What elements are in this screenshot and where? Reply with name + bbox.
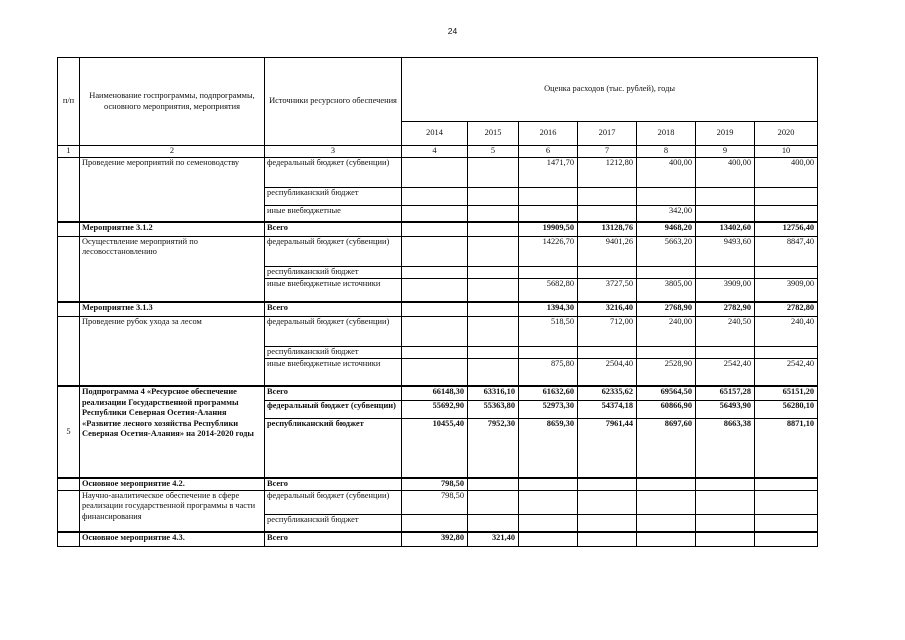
value-cell: 2528,90 xyxy=(637,358,696,386)
value-cell xyxy=(696,532,755,546)
header-year: 2020 xyxy=(755,122,818,146)
value-cell: 65151,20 xyxy=(755,386,818,400)
row-source: республиканский бюджет xyxy=(265,514,402,532)
value-cell: 61632,60 xyxy=(519,386,578,400)
value-cell xyxy=(578,532,637,546)
row-number xyxy=(58,532,80,546)
value-cell: 65157,28 xyxy=(696,386,755,400)
value-cell: 60866,90 xyxy=(637,400,696,418)
index-cell: 6 xyxy=(519,146,578,158)
value-cell xyxy=(637,346,696,358)
value-cell xyxy=(755,478,818,490)
value-cell: 12756,40 xyxy=(755,222,818,236)
value-cell xyxy=(578,478,637,490)
table-row xyxy=(58,316,818,346)
value-cell: 9493,60 xyxy=(696,236,755,266)
index-cell: 1 xyxy=(58,146,80,158)
value-cell: 7952,30 xyxy=(468,418,519,478)
table-row xyxy=(58,386,818,400)
value-cell: 7961,44 xyxy=(578,418,637,478)
value-cell xyxy=(402,514,468,532)
value-cell: 69564,50 xyxy=(637,386,696,400)
value-cell xyxy=(402,205,468,222)
value-cell: 1212,80 xyxy=(578,157,637,187)
value-cell xyxy=(402,316,468,346)
value-cell xyxy=(755,346,818,358)
header-source: Источники ресурсного обеспечения xyxy=(265,58,402,146)
value-cell xyxy=(468,478,519,490)
row-number xyxy=(58,157,80,222)
value-cell xyxy=(696,478,755,490)
value-cell xyxy=(519,266,578,278)
row-source: Всего xyxy=(265,478,402,490)
row-source: иные внебюджетные xyxy=(265,205,402,222)
row-number xyxy=(58,302,80,316)
value-cell: 2504,40 xyxy=(578,358,637,386)
value-cell xyxy=(402,358,468,386)
value-cell: 55692,90 xyxy=(402,400,468,418)
header-year: 2016 xyxy=(519,122,578,146)
value-cell xyxy=(468,236,519,266)
value-cell xyxy=(637,490,696,514)
value-cell: 518,50 xyxy=(519,316,578,346)
value-cell: 62335,62 xyxy=(578,386,637,400)
value-cell xyxy=(755,187,818,205)
value-cell: 3805,00 xyxy=(637,278,696,302)
value-cell xyxy=(519,514,578,532)
table-row xyxy=(58,222,818,236)
table-row xyxy=(58,490,818,514)
value-cell: 54374,18 xyxy=(578,400,637,418)
page-number: 24 xyxy=(447,26,458,36)
value-cell: 798,50 xyxy=(402,490,468,514)
header-name: Наименование госпрограммы, подпрограммы, основного мероприятия, мероприятия xyxy=(80,58,265,146)
row-name: Проведение мероприятий по семеноводству xyxy=(80,157,265,222)
header-expenses: Оценка расходов (тыс. рублей), годы xyxy=(402,58,818,122)
value-cell xyxy=(578,514,637,532)
value-cell xyxy=(755,514,818,532)
row-source: республиканский бюджет xyxy=(265,266,402,278)
value-cell xyxy=(696,266,755,278)
header-year: 2017 xyxy=(578,122,637,146)
value-cell xyxy=(402,157,468,187)
value-cell: 52973,30 xyxy=(519,400,578,418)
value-cell: 9468,20 xyxy=(637,222,696,236)
value-cell xyxy=(468,302,519,316)
value-cell: 8663,38 xyxy=(696,418,755,478)
value-cell xyxy=(519,490,578,514)
value-cell: 2782,80 xyxy=(755,302,818,316)
value-cell xyxy=(519,346,578,358)
value-cell: 392,80 xyxy=(402,532,468,546)
value-cell: 8871,10 xyxy=(755,418,818,478)
value-cell xyxy=(637,187,696,205)
value-cell xyxy=(696,490,755,514)
value-cell xyxy=(468,187,519,205)
row-number xyxy=(58,490,80,532)
row-source: федеральный бюджет (субвенции) xyxy=(265,236,402,266)
value-cell xyxy=(468,358,519,386)
value-cell xyxy=(468,490,519,514)
row-source: федеральный бюджет (субвенции) xyxy=(265,400,402,418)
value-cell: 1471,70 xyxy=(519,157,578,187)
value-cell: 400,00 xyxy=(696,157,755,187)
row-source: федеральный бюджет (субвенции) xyxy=(265,157,402,187)
value-cell xyxy=(696,187,755,205)
row-number xyxy=(58,316,80,386)
value-cell xyxy=(468,157,519,187)
value-cell xyxy=(637,478,696,490)
value-cell: 3909,00 xyxy=(696,278,755,302)
value-cell: 13402,60 xyxy=(696,222,755,236)
value-cell: 342,00 xyxy=(637,205,696,222)
value-cell xyxy=(402,236,468,266)
row-source: федеральный бюджет (субвенции) xyxy=(265,490,402,514)
value-cell xyxy=(402,266,468,278)
value-cell: 66148,30 xyxy=(402,386,468,400)
value-cell xyxy=(578,490,637,514)
resource-table xyxy=(57,57,818,547)
value-cell: 19909,50 xyxy=(519,222,578,236)
header-num: п/п xyxy=(58,58,80,146)
header-year: 2014 xyxy=(402,122,468,146)
value-cell xyxy=(755,205,818,222)
index-row xyxy=(58,146,818,158)
value-cell: 8659,30 xyxy=(519,418,578,478)
table-body xyxy=(58,157,818,546)
value-cell: 3216,40 xyxy=(578,302,637,316)
value-cell xyxy=(468,266,519,278)
index-cell: 5 xyxy=(468,146,519,158)
row-name: Основное мероприятие 4.2. xyxy=(80,478,265,490)
value-cell xyxy=(519,478,578,490)
row-source: республиканский бюджет xyxy=(265,418,402,478)
row-name: Мероприятие 3.1.2 xyxy=(80,222,265,236)
value-cell: 1394,30 xyxy=(519,302,578,316)
row-source: иные внебюджетные источники xyxy=(265,358,402,386)
row-source: федеральный бюджет (субвенции) xyxy=(265,316,402,346)
value-cell: 240,50 xyxy=(696,316,755,346)
index-cell: 9 xyxy=(696,146,755,158)
row-name: Осуществление мероприятий по лесовосстановлению xyxy=(80,236,265,302)
value-cell: 5663,20 xyxy=(637,236,696,266)
index-cell: 2 xyxy=(80,146,265,158)
value-cell xyxy=(402,302,468,316)
value-cell xyxy=(468,222,519,236)
value-cell xyxy=(468,316,519,346)
value-cell xyxy=(519,205,578,222)
value-cell: 56280,10 xyxy=(755,400,818,418)
value-cell: 2542,40 xyxy=(755,358,818,386)
value-cell xyxy=(578,346,637,358)
value-cell: 712,00 xyxy=(578,316,637,346)
row-source: Всего xyxy=(265,302,402,316)
value-cell: 240,00 xyxy=(637,316,696,346)
value-cell: 9401,26 xyxy=(578,236,637,266)
value-cell xyxy=(755,266,818,278)
value-cell xyxy=(696,514,755,532)
value-cell xyxy=(696,205,755,222)
index-cell: 7 xyxy=(578,146,637,158)
value-cell xyxy=(468,346,519,358)
value-cell xyxy=(755,490,818,514)
row-name: Научно-аналитическое обеспечение в сфере реализации государственной программы в части финансирования xyxy=(80,490,265,532)
value-cell: 10455,40 xyxy=(402,418,468,478)
value-cell: 3727,50 xyxy=(578,278,637,302)
value-cell xyxy=(468,205,519,222)
table-row xyxy=(58,157,818,187)
value-cell: 321,40 xyxy=(468,532,519,546)
value-cell: 2768,90 xyxy=(637,302,696,316)
row-source: республиканский бюджет xyxy=(265,187,402,205)
value-cell: 400,00 xyxy=(637,157,696,187)
row-source: иные внебюджетные источники xyxy=(265,278,402,302)
value-cell xyxy=(637,532,696,546)
value-cell: 14226,70 xyxy=(519,236,578,266)
value-cell: 2542,40 xyxy=(696,358,755,386)
value-cell xyxy=(578,266,637,278)
row-number: 5 xyxy=(58,386,80,478)
value-cell xyxy=(402,278,468,302)
index-cell: 10 xyxy=(755,146,818,158)
row-number xyxy=(58,478,80,490)
value-cell: 798,50 xyxy=(402,478,468,490)
value-cell: 5682,80 xyxy=(519,278,578,302)
value-cell xyxy=(402,187,468,205)
table-row xyxy=(58,236,818,266)
table-row xyxy=(58,302,818,316)
row-name: Основное мероприятие 4.3. xyxy=(80,532,265,546)
value-cell: 875,80 xyxy=(519,358,578,386)
table-row xyxy=(58,532,818,546)
value-cell: 13128,76 xyxy=(578,222,637,236)
header-year: 2019 xyxy=(696,122,755,146)
value-cell xyxy=(578,187,637,205)
row-name: Проведение рубок ухода за лесом xyxy=(80,316,265,386)
value-cell xyxy=(578,205,637,222)
index-cell: 3 xyxy=(265,146,402,158)
value-cell: 63316,10 xyxy=(468,386,519,400)
row-source: Всего xyxy=(265,532,402,546)
value-cell: 400,00 xyxy=(755,157,818,187)
row-source: Всего xyxy=(265,222,402,236)
row-number xyxy=(58,236,80,302)
table-row xyxy=(58,478,818,490)
header-year: 2018 xyxy=(637,122,696,146)
value-cell: 3909,00 xyxy=(755,278,818,302)
value-cell: 2782,90 xyxy=(696,302,755,316)
value-cell xyxy=(468,514,519,532)
value-cell: 8847,40 xyxy=(755,236,818,266)
value-cell xyxy=(696,346,755,358)
row-source: Всего xyxy=(265,386,402,400)
value-cell: 55363,80 xyxy=(468,400,519,418)
row-source: республиканский бюджет xyxy=(265,346,402,358)
row-name: Подпрограмма 4 «Ресурсное обеспечение реализации Государственной программы Республики Северная Осетия-Алания «Развитие лесного хозяйства Республики Северная Осетия-Алания» на 2014-2020 годы xyxy=(80,386,265,478)
header-year: 2015 xyxy=(468,122,519,146)
index-cell: 8 xyxy=(637,146,696,158)
value-cell xyxy=(519,187,578,205)
value-cell xyxy=(402,222,468,236)
value-cell: 240,40 xyxy=(755,316,818,346)
value-cell xyxy=(755,532,818,546)
row-number xyxy=(58,222,80,236)
value-cell: 8697,60 xyxy=(637,418,696,478)
value-cell xyxy=(637,514,696,532)
index-cell: 4 xyxy=(402,146,468,158)
value-cell: 56493,90 xyxy=(696,400,755,418)
value-cell xyxy=(637,266,696,278)
value-cell xyxy=(519,532,578,546)
value-cell xyxy=(402,346,468,358)
value-cell xyxy=(468,278,519,302)
row-name: Мероприятие 3.1.3 xyxy=(80,302,265,316)
